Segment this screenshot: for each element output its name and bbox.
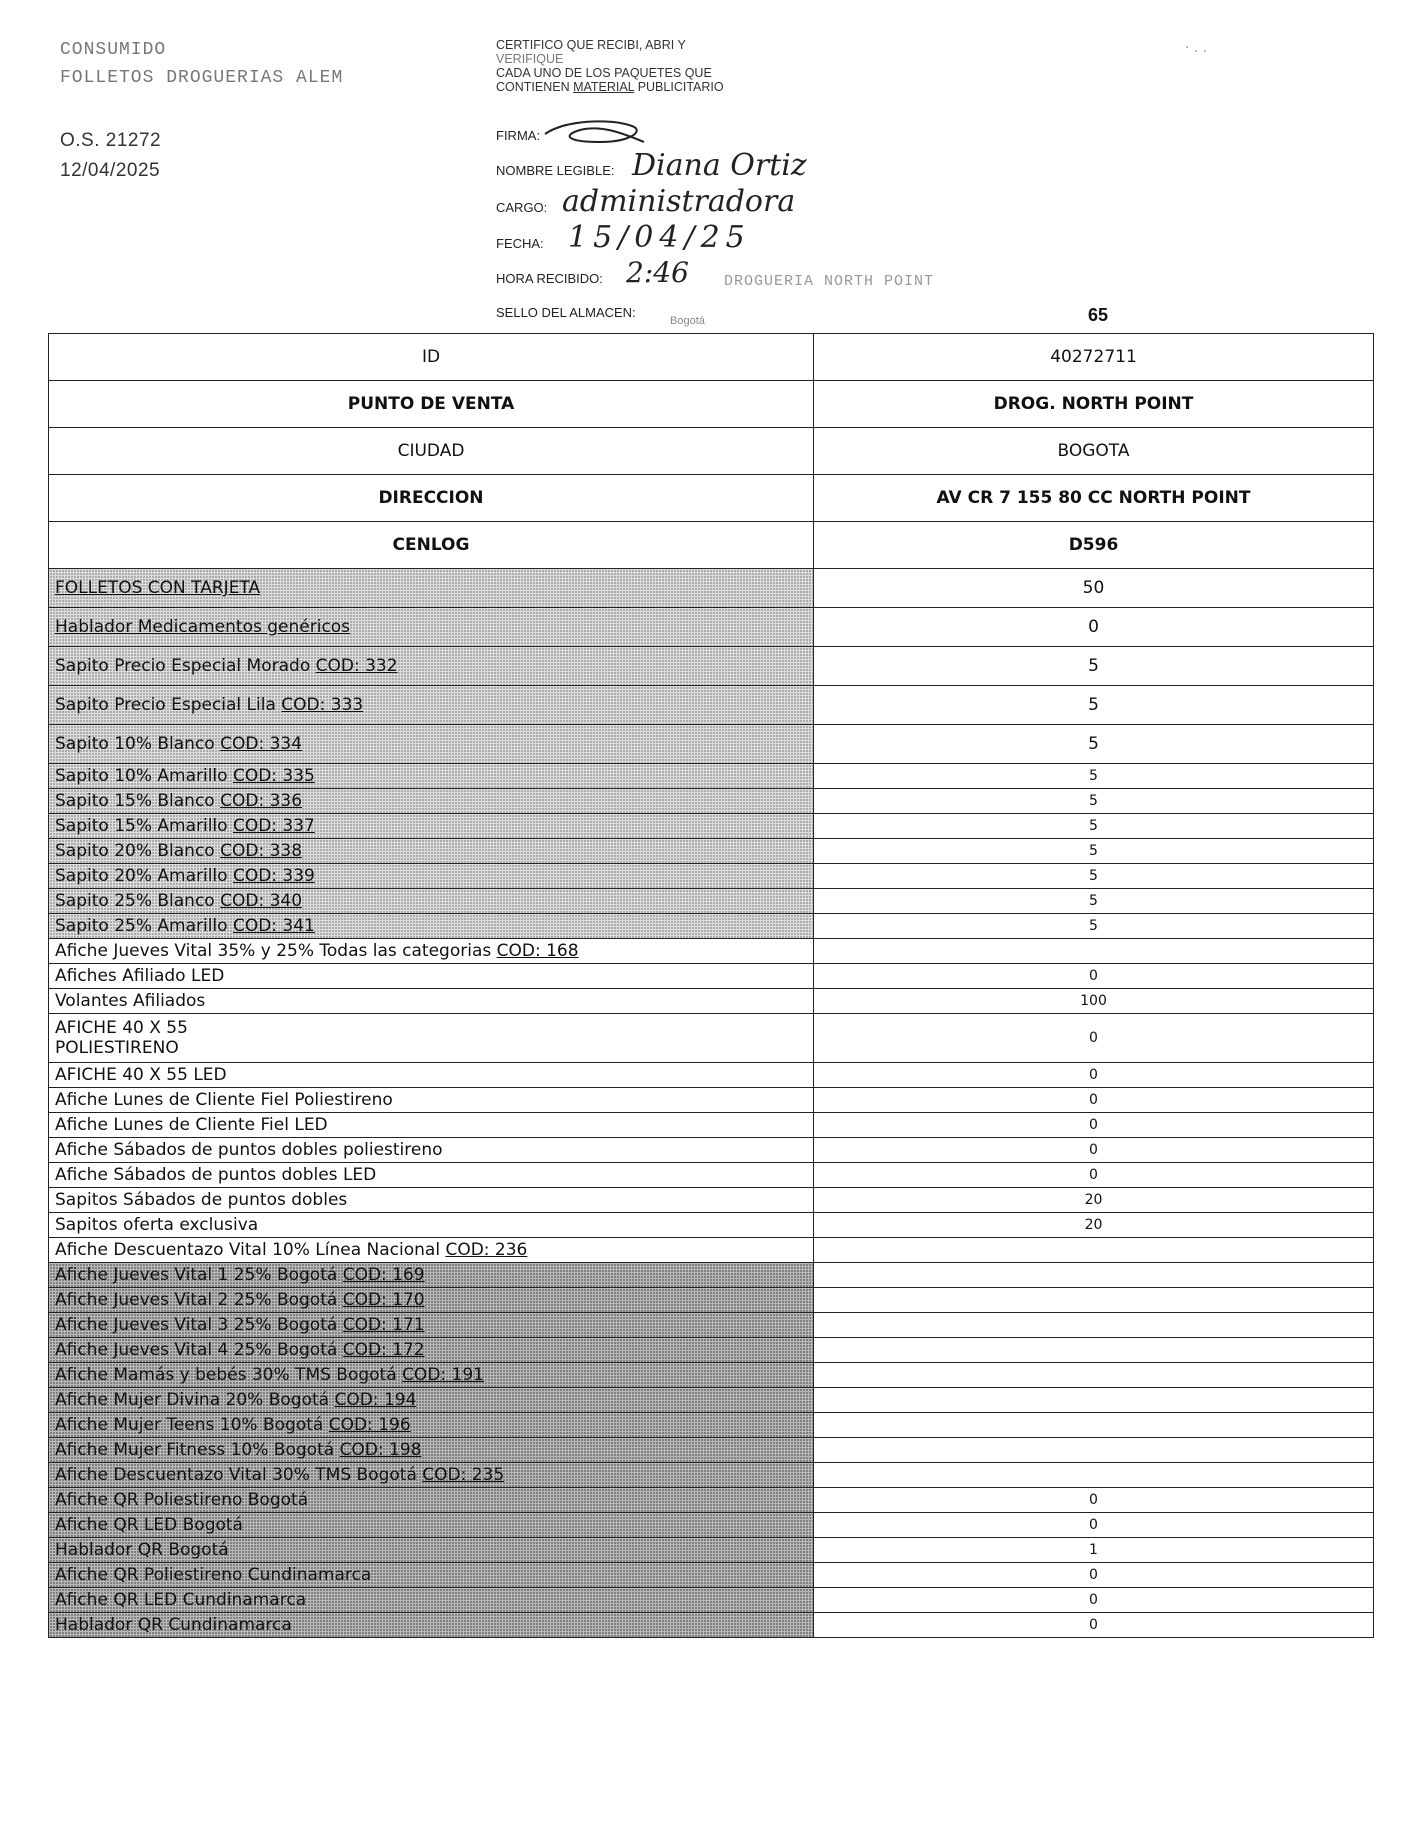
item-label-cell [49,1014,814,1063]
item-label-cell [49,889,814,914]
table-row [49,964,1374,989]
table-row [49,475,1374,522]
item-label: Sapito Precio Especial Lila [55,695,282,715]
item-label: Afiche Descuentazo Vital 10% Línea Nacional [55,1240,446,1260]
item-quantity: 0 [814,964,1374,989]
item-label: AFICHE 40 X 55 LED [55,1065,227,1085]
table-row [49,1313,1374,1338]
item-quantity: 5 [814,914,1374,939]
item-label: Afiche QR Poliestireno Bogotá [55,1490,309,1510]
item-label-cell [49,1513,814,1538]
item-label: Afiche QR Poliestireno Cundinamarca [55,1565,372,1585]
table-row [49,989,1374,1014]
item-quantity: 40272711 [814,334,1374,381]
item-quantity [814,1263,1374,1288]
table-row [49,814,1374,839]
header-line2: FOLLETOS DROGUERIAS ALEM [60,68,344,88]
item-quantity: 0 [814,1088,1374,1113]
item-quantity: 5 [814,764,1374,789]
item-label: PUNTO DE VENTA [347,394,515,414]
item-label: Afiche Jueves Vital 1 25% Bogotá [55,1265,343,1285]
fecha-label: FECHA: [496,236,544,251]
item-code: COD: 337 [232,816,315,836]
table-row [49,1138,1374,1163]
item-label-cell [49,1238,814,1263]
item-code: COD: 170 [342,1290,425,1310]
item-quantity: AV CR 7 155 80 CC NORTH POINT [814,475,1374,522]
item-label: Afiche Jueves Vital 3 25% Bogotá [55,1315,343,1335]
item-quantity: 5 [814,889,1374,914]
item-quantity: 50 [814,569,1374,608]
item-quantity: 5 [814,864,1374,889]
item-quantity: 0 [814,1563,1374,1588]
item-label: Afiche Mujer Fitness 10% Bogotá [55,1440,340,1460]
item-label-cell [49,1463,814,1488]
item-quantity: 20 [814,1188,1374,1213]
table-row [49,1438,1374,1463]
item-label: Hablador QR Bogotá [55,1540,229,1560]
nombre-handwritten: Diana Ortiz [632,148,807,183]
table-row [49,1463,1374,1488]
item-label: Afiche Jueves Vital 2 25% Bogotá [55,1290,343,1310]
item-quantity [814,1413,1374,1438]
cert-line4a: CONTIENEN [496,80,574,94]
item-quantity [814,1388,1374,1413]
table-row [49,789,1374,814]
item-label: Sapito 15% Amarillo [55,816,233,836]
item-quantity: 5 [814,814,1374,839]
table-row [49,1088,1374,1113]
item-label-cell [49,939,814,964]
table-row [49,1213,1374,1238]
table-row [49,1163,1374,1188]
cargo-label: CARGO: [496,200,548,215]
item-label-cell [49,569,814,608]
item-code: COD: 336 [220,791,303,811]
item-label: Sapito 20% Blanco [55,841,221,861]
item-quantity: D596 [814,522,1374,569]
table-row [49,1538,1374,1563]
item-quantity: 0 [814,1113,1374,1138]
signature-drawing [540,116,650,152]
cert-line2: VERIFIQUE [496,52,564,66]
item-label-cell [49,1088,814,1113]
table-row [49,1563,1374,1588]
item-label-cell [49,428,814,475]
item-label: Afiche Mujer Teens 10% Bogotá [55,1415,329,1435]
item-quantity: 5 [814,686,1374,725]
hora-label: HORA RECIBIDO: [496,271,603,286]
table-row [49,686,1374,725]
cert-line4b: MATERIAL [573,80,635,94]
item-label-cell [49,1113,814,1138]
item-label-cell [49,686,814,725]
item-label: CIUDAD [397,441,465,461]
item-quantity: BOGOTA [814,428,1374,475]
item-label-cell [49,381,814,428]
item-code: COD: 341 [232,916,315,936]
table-row [49,381,1374,428]
item-label-cell [49,1438,814,1463]
item-code: COD: 340 [220,891,303,911]
package-count: 65 [1088,305,1109,325]
certificate-text [496,38,724,94]
table-row [49,647,1374,686]
sello-label: SELLO DEL ALMACEN: [496,305,636,320]
item-label-cell [49,334,814,381]
item-label-cell [49,475,814,522]
item-code: COD: 236 [445,1240,528,1260]
table-row [49,1488,1374,1513]
item-code: COD: 172 [342,1340,425,1360]
item-label-cell [49,1363,814,1388]
item-label-cell [49,1338,814,1363]
item-quantity: 0 [814,608,1374,647]
item-label-cell [49,1313,814,1338]
corner-mark: · . . [1185,40,1208,56]
table-row [49,1588,1374,1613]
header-date: 12/04/2025 [60,160,161,181]
table-row [49,764,1374,789]
item-quantity: 5 [814,789,1374,814]
item-label-cell [49,1063,814,1088]
item-label-cell [49,764,814,789]
item-code: COD: 339 [232,866,315,886]
item-code: COD: 332 [315,656,398,676]
item-quantity: 0 [814,1588,1374,1613]
item-label-cell [49,989,814,1014]
table-row [49,608,1374,647]
item-quantity [814,1363,1374,1388]
item-label: CENLOG [392,535,470,555]
table-row [49,914,1374,939]
item-label: Afiche Mujer Divina 20% Bogotá [55,1390,335,1410]
item-label: Volantes Afiliados [55,991,206,1011]
item-label: Sapito 25% Blanco [55,891,221,911]
table-row [49,889,1374,914]
item-label-cell [49,864,814,889]
item-code: COD: 169 [342,1265,425,1285]
order-number: O.S. 21272 [60,130,162,151]
item-label-line2: POLIESTIRENO [55,1038,179,1058]
item-label-cell [49,1588,814,1613]
item-label: Sapitos Sábados de puntos dobles [55,1190,348,1210]
item-label-cell [49,914,814,939]
item-quantity: 0 [814,1513,1374,1538]
item-quantity [814,1438,1374,1463]
item-quantity: DROG. NORTH POINT [814,381,1374,428]
item-code: COD: 194 [334,1390,417,1410]
table-row [49,1263,1374,1288]
cert-line3: CADA UNO DE LOS PAQUETES QUE [496,66,712,80]
item-label-cell [49,1613,814,1638]
item-label: Afiche Sábados de puntos dobles poliestireno [55,1140,443,1160]
table-row [49,1063,1374,1088]
item-label: Afiche Lunes de Cliente Fiel LED [55,1115,328,1135]
table-row [49,1338,1374,1363]
item-label-cell [49,725,814,764]
item-quantity: 5 [814,839,1374,864]
nombre-label: NOMBRE LEGIBLE: [496,163,615,178]
item-label: Hablador QR Cundinamarca [55,1615,292,1635]
hora-handwritten: 2:46 [626,256,689,289]
table-row [49,1388,1374,1413]
item-code: COD: 334 [220,734,303,754]
item-label: Afiche Sábados de puntos dobles LED [55,1165,377,1185]
table-row [49,1613,1374,1638]
header-block [60,36,343,186]
item-code: COD: 335 [232,766,315,786]
item-quantity: 0 [814,1014,1374,1063]
cert-line4c: PUBLICITARIO [634,80,724,94]
fecha-handwritten: 15/04/25 [568,220,751,255]
item-code: COD: 196 [328,1415,411,1435]
item-code: COD: 168 [496,941,579,961]
item-label-cell [49,647,814,686]
item-label-cell [49,1163,814,1188]
item-quantity: 20 [814,1213,1374,1238]
item-label-cell [49,1213,814,1238]
item-quantity: 0 [814,1163,1374,1188]
item-label: Afiche QR LED Bogotá [55,1515,243,1535]
item-label: Afiche QR LED Cundinamarca [55,1590,307,1610]
item-label-cell [49,608,814,647]
item-label-cell [49,1388,814,1413]
table-row [49,1288,1374,1313]
table-row [49,428,1374,475]
item-quantity: 0 [814,1063,1374,1088]
table-row [49,334,1374,381]
item-quantity [814,1463,1374,1488]
table-row [49,1188,1374,1213]
item-quantity: 5 [814,647,1374,686]
table-row [49,1413,1374,1438]
item-label: Sapito 15% Blanco [55,791,221,811]
table-row [49,1113,1374,1138]
item-code: COD: 171 [342,1315,425,1335]
item-label-cell [49,1263,814,1288]
item-label: DIRECCION [378,488,484,508]
item-quantity: 0 [814,1488,1374,1513]
item-label-cell [49,1413,814,1438]
cert-line4 [496,80,724,94]
item-label-cell [49,964,814,989]
item-label: Afiche Lunes de Cliente Fiel Poliestireno [55,1090,393,1110]
item-quantity: 0 [814,1613,1374,1638]
item-code: COD: 235 [422,1465,505,1485]
table-row [49,864,1374,889]
table-row [49,939,1374,964]
table-row [49,1014,1374,1063]
store-stamp: DROGUERIA NORTH POINT [724,273,935,290]
table-row [49,839,1374,864]
item-label: FOLLETOS CON TARJETA [55,578,261,598]
item-quantity [814,1338,1374,1363]
item-label-cell [49,789,814,814]
table-row [49,569,1374,608]
item-label: Sapito 10% Amarillo [55,766,233,786]
table-row [49,522,1374,569]
item-label: Sapito 10% Blanco [55,734,221,754]
table-row [49,725,1374,764]
item-label-cell [49,1563,814,1588]
item-quantity: 1 [814,1538,1374,1563]
item-label: Afiche Descuentazo Vital 30% TMS Bogotá [55,1465,423,1485]
item-label-cell [49,1138,814,1163]
table-row [49,1238,1374,1263]
item-quantity: 100 [814,989,1374,1014]
item-quantity [814,1238,1374,1263]
item-label: Sapitos oferta exclusiva [55,1215,259,1235]
item-label: Afiche Jueves Vital 4 25% Bogotá [55,1340,343,1360]
item-label: Afiche Mamás y bebés 30% TMS Bogotá [55,1365,403,1385]
item-label-cell [49,1488,814,1513]
item-label-line1: AFICHE 40 X 55 [55,1018,188,1038]
item-quantity: 5 [814,725,1374,764]
item-label: Afiche Jueves Vital 35% y 25% Todas las categorias [55,941,497,961]
item-quantity: 0 [814,1138,1374,1163]
item-label: Sapito 25% Amarillo [55,916,233,936]
item-label-cell [49,522,814,569]
stamp-sub1: Bogotá [670,315,705,327]
item-quantity [814,1288,1374,1313]
cert-line1: CERTIFICO QUE RECIBI, ABRI Y [496,38,686,52]
item-code: COD: 333 [281,695,364,715]
item-label-cell [49,814,814,839]
item-code: COD: 198 [339,1440,422,1460]
item-code: COD: 338 [220,841,303,861]
firma-label: FIRMA: [496,128,541,143]
item-label-cell [49,1288,814,1313]
item-quantity [814,1313,1374,1338]
cargo-handwritten: administradora [562,184,796,219]
item-label: Sapito Precio Especial Morado [55,656,316,676]
item-label-cell [49,839,814,864]
item-quantity [814,939,1374,964]
distribution-table [48,333,1374,1638]
header-line1: CONSUMIDO [60,40,167,60]
item-label: ID [421,347,441,367]
item-label-cell [49,1188,814,1213]
table-row [49,1363,1374,1388]
item-label: Afiches Afiliado LED [55,966,225,986]
item-label: Hablador Medicamentos genéricos [55,617,351,637]
table-row [49,1513,1374,1538]
item-label-cell [49,1538,814,1563]
item-code: COD: 191 [402,1365,484,1385]
item-label: Sapito 20% Amarillo [55,866,233,886]
